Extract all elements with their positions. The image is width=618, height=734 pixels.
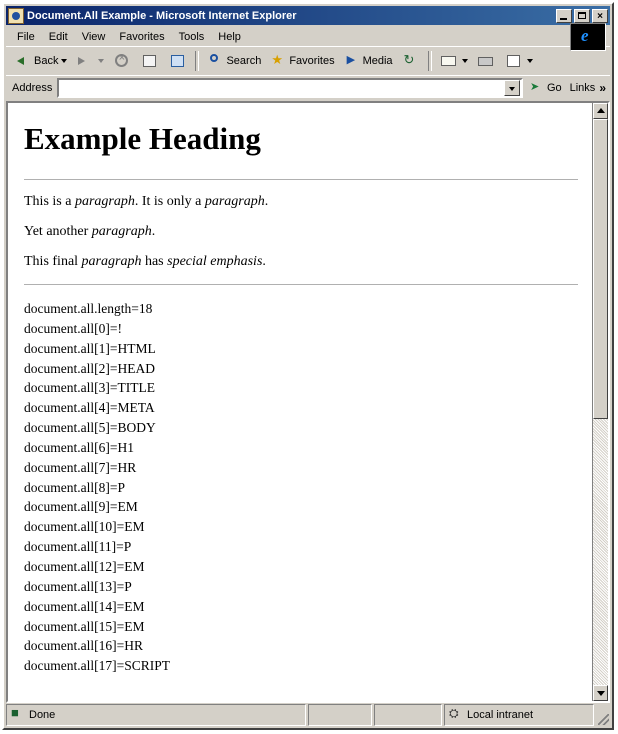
vertical-scrollbar[interactable] <box>592 103 608 701</box>
status-pane-1 <box>308 704 372 726</box>
menu-item-file[interactable]: File <box>17 30 35 43</box>
edit-page-icon <box>504 51 524 71</box>
plain-text: Yet another <box>24 224 92 239</box>
divider-top <box>24 179 578 180</box>
dump-line: document.all[9]=EM <box>24 499 138 515</box>
dump-line: document.all[17]=SCRIPT <box>24 658 170 674</box>
emphasis-text: paragraph <box>81 254 142 269</box>
printer-icon <box>476 51 496 71</box>
status-pane-2 <box>374 704 442 726</box>
dump-line: document.all.length=18 <box>24 301 153 316</box>
media-button[interactable] <box>339 49 397 73</box>
paragraph-list <box>24 194 578 270</box>
zone-text: Local intranet <box>467 709 534 721</box>
toolbar-separator-2 <box>428 51 432 71</box>
favorites-button[interactable] <box>265 49 338 73</box>
favorites-button-label: Favorites <box>289 55 335 67</box>
dump-line: document.all[13]=P <box>24 578 132 594</box>
status-bar <box>6 704 610 726</box>
forward-button[interactable] <box>71 49 108 73</box>
go-button[interactable] <box>529 80 562 96</box>
paragraph-1 <box>24 194 578 210</box>
refresh-icon <box>140 51 160 71</box>
dump-line: document.all[4]=META <box>24 400 155 416</box>
close-button[interactable] <box>592 9 608 23</box>
toolbar-separator-1 <box>195 51 199 71</box>
menu-bar <box>4 26 612 46</box>
maximize-button[interactable] <box>574 9 590 23</box>
security-zone <box>444 704 594 726</box>
media-icon <box>343 51 363 71</box>
divider-bottom <box>24 284 578 285</box>
dump-line: document.all[8]=P <box>24 479 125 495</box>
dump-line: document.all[11]=P <box>24 539 132 555</box>
page-title: Example Heading <box>24 121 261 156</box>
plain-text: This final <box>24 254 82 269</box>
address-input-wrap[interactable] <box>57 78 523 98</box>
emphasis-text: paragraph <box>91 224 152 239</box>
address-label: Address <box>12 82 53 94</box>
go-arrow-icon <box>529 80 545 96</box>
resize-grip[interactable] <box>596 704 610 726</box>
document-body <box>8 103 592 701</box>
dump-line: document.all[6]=H1 <box>24 439 134 455</box>
emphasis-text: paragraph <box>204 194 265 209</box>
plain-text: has <box>141 254 168 269</box>
search-button-label: Search <box>226 55 262 67</box>
stop-icon <box>112 51 132 71</box>
dump-line: document.all[7]=HR <box>24 459 137 475</box>
chevron-down-icon-forward[interactable] <box>98 59 104 63</box>
minimize-button[interactable] <box>556 9 572 23</box>
star-icon <box>269 51 289 71</box>
scroll-up-button[interactable] <box>593 103 608 119</box>
search-icon <box>206 51 226 71</box>
dump-line: document.all[5]=BODY <box>24 420 156 436</box>
emphasis-text: special emphasis <box>167 254 263 269</box>
chevron-down-icon-edit[interactable] <box>527 59 533 63</box>
dump-line: document.all[14]=EM <box>24 598 145 614</box>
history-icon <box>401 51 421 71</box>
menu-item-help[interactable]: Help <box>218 30 241 43</box>
home-icon <box>168 51 188 71</box>
menu-item-tools[interactable]: Tools <box>178 30 205 43</box>
print-button[interactable] <box>472 49 500 73</box>
chevron-down-icon[interactable] <box>61 59 67 63</box>
done-icon <box>11 708 25 722</box>
menu-item-edit[interactable]: Edit <box>48 30 68 43</box>
go-button-label: Go <box>546 82 562 94</box>
history-button[interactable] <box>397 49 425 73</box>
dump-line: document.all[16]=HR <box>24 638 143 654</box>
dump-line: document.all[12]=EM <box>24 558 145 574</box>
plain-text: This is a <box>24 194 75 209</box>
zone-icon <box>449 708 463 722</box>
refresh-button[interactable] <box>136 49 164 73</box>
media-button-label: Media <box>362 55 393 67</box>
arrow-left-icon <box>14 51 34 71</box>
menu-item-view[interactable]: View <box>81 30 106 43</box>
emphasis-text: paragraph <box>74 194 135 209</box>
content-area <box>6 101 610 703</box>
address-bar <box>6 75 610 100</box>
home-button[interactable] <box>164 49 192 73</box>
dump-line: document.all[2]=HEAD <box>24 360 155 376</box>
scroll-thumb[interactable] <box>593 119 608 419</box>
close-icon: × <box>597 10 603 22</box>
back-button-label: Back <box>34 55 59 67</box>
links-button[interactable] <box>570 81 606 95</box>
edit-button[interactable] <box>500 49 537 73</box>
dump-line: document.all[15]=EM <box>24 618 145 634</box>
ie-page-icon <box>8 8 24 24</box>
dump-line: document.all[1]=HTML <box>24 340 156 356</box>
status-text: Done <box>29 709 56 721</box>
links-label: Links <box>569 82 596 94</box>
title-bar <box>6 6 610 25</box>
toolbar <box>6 46 610 75</box>
scroll-track[interactable] <box>593 119 608 685</box>
search-button[interactable] <box>202 49 265 73</box>
dump-line: document.all[3]=TITLE <box>24 380 155 396</box>
arrow-right-icon <box>75 51 95 71</box>
mail-button[interactable] <box>435 49 472 73</box>
chevron-double-right-icon[interactable]: » <box>599 81 606 95</box>
document-all-dump <box>24 299 578 676</box>
paragraph-3 <box>24 254 578 270</box>
plain-text: . It is only a <box>134 194 205 209</box>
stop-button[interactable] <box>108 49 136 73</box>
ie-logo-icon <box>570 23 606 51</box>
plain-text: . <box>264 194 269 209</box>
status-message <box>6 704 306 726</box>
window-controls <box>556 9 608 23</box>
menu-item-favorites[interactable]: Favorites <box>119 30 165 43</box>
plain-text: . <box>151 224 156 239</box>
paragraph-2 <box>24 224 578 240</box>
mail-icon <box>439 51 459 71</box>
chevron-down-icon-mail[interactable] <box>462 59 468 63</box>
back-button[interactable] <box>10 49 71 73</box>
plain-text: . <box>262 254 266 269</box>
window-title: Document.All Example - Microsoft Internet Explorer <box>27 9 297 22</box>
browser-window <box>2 2 614 730</box>
address-dropdown-button[interactable] <box>504 80 520 96</box>
address-input[interactable] <box>59 82 504 94</box>
dump-line: document.all[10]=EM <box>24 519 145 535</box>
scroll-down-button[interactable] <box>593 685 608 701</box>
dump-line: document.all[0]=! <box>24 320 122 336</box>
